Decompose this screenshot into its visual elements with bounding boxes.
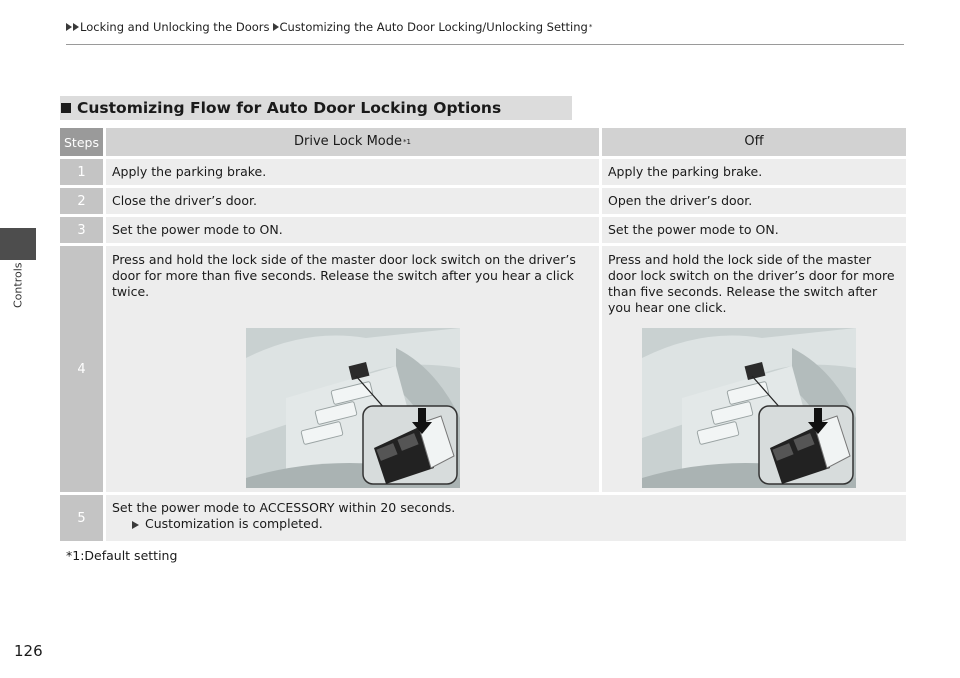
breadcrumb	[66, 20, 592, 34]
section-title-text: Customizing Flow for Auto Door Locking Options	[77, 99, 502, 117]
breadcrumb-item[interactable]: Locking and Unlocking the Doors	[80, 20, 270, 34]
step-text-off: Set the power mode to ON.	[602, 217, 906, 243]
step-number: 2	[60, 188, 103, 214]
step-text-drive-lock: Set the power mode to ON.	[106, 217, 599, 243]
step-cell-off	[602, 246, 906, 492]
step-number: 5	[60, 495, 103, 541]
breadcrumb-arrow-icon	[273, 23, 279, 31]
table-row	[60, 246, 906, 492]
step-text-off: Open the driver’s door.	[602, 188, 906, 214]
chapter-label: Controls	[11, 262, 25, 308]
step-text-drive-lock: Press and hold the lock side of the master door lock switch on the driver’s door for more than five seconds. Release the switch after you hear a click twice.	[112, 252, 576, 299]
table-row	[60, 159, 906, 185]
breadcrumb-arrow-icon	[73, 23, 79, 31]
step-text-drive-lock: Close the driver’s door.	[106, 188, 599, 214]
step-text-drive-lock: Apply the parking brake.	[106, 159, 599, 185]
breadcrumb-item[interactable]: Customizing the Auto Door Locking/Unlocking Setting	[279, 20, 588, 34]
step-number: 1	[60, 159, 103, 185]
breadcrumb-marker: *	[588, 23, 593, 31]
table-row	[60, 217, 906, 243]
header-rule	[66, 44, 904, 45]
step-text-off: Press and hold the lock side of the master door lock switch on the driver’s door for more than five seconds. Release the switch after you hear one click.	[608, 252, 895, 315]
header-drive-lock-mode: Drive Lock Mode *1	[106, 128, 599, 156]
header-off: Off	[602, 128, 906, 156]
step-cell-drive-lock	[106, 246, 599, 492]
step-text-final: Set the power mode to ACCESSORY within 20 seconds.	[112, 500, 456, 515]
table-row	[60, 495, 906, 541]
result-arrow-icon	[132, 521, 139, 529]
breadcrumb-arrow-icon	[66, 23, 72, 31]
table-row	[60, 188, 906, 214]
header-steps: Steps	[60, 128, 103, 156]
steps-table	[60, 128, 906, 544]
footnote: *1:Default setting	[66, 548, 178, 563]
section-title	[60, 96, 572, 120]
step-text-off: Apply the parking brake.	[602, 159, 906, 185]
step-number: 3	[60, 217, 103, 243]
table-header-row	[60, 128, 906, 156]
step-number: 4	[60, 246, 103, 492]
square-bullet-icon	[61, 103, 71, 113]
door-lock-switch-illustration	[642, 328, 856, 488]
step-cell-final	[106, 495, 906, 541]
door-lock-switch-illustration	[246, 328, 460, 488]
step-result: Customization is completed.	[112, 516, 900, 532]
page-number: 126	[14, 642, 43, 660]
